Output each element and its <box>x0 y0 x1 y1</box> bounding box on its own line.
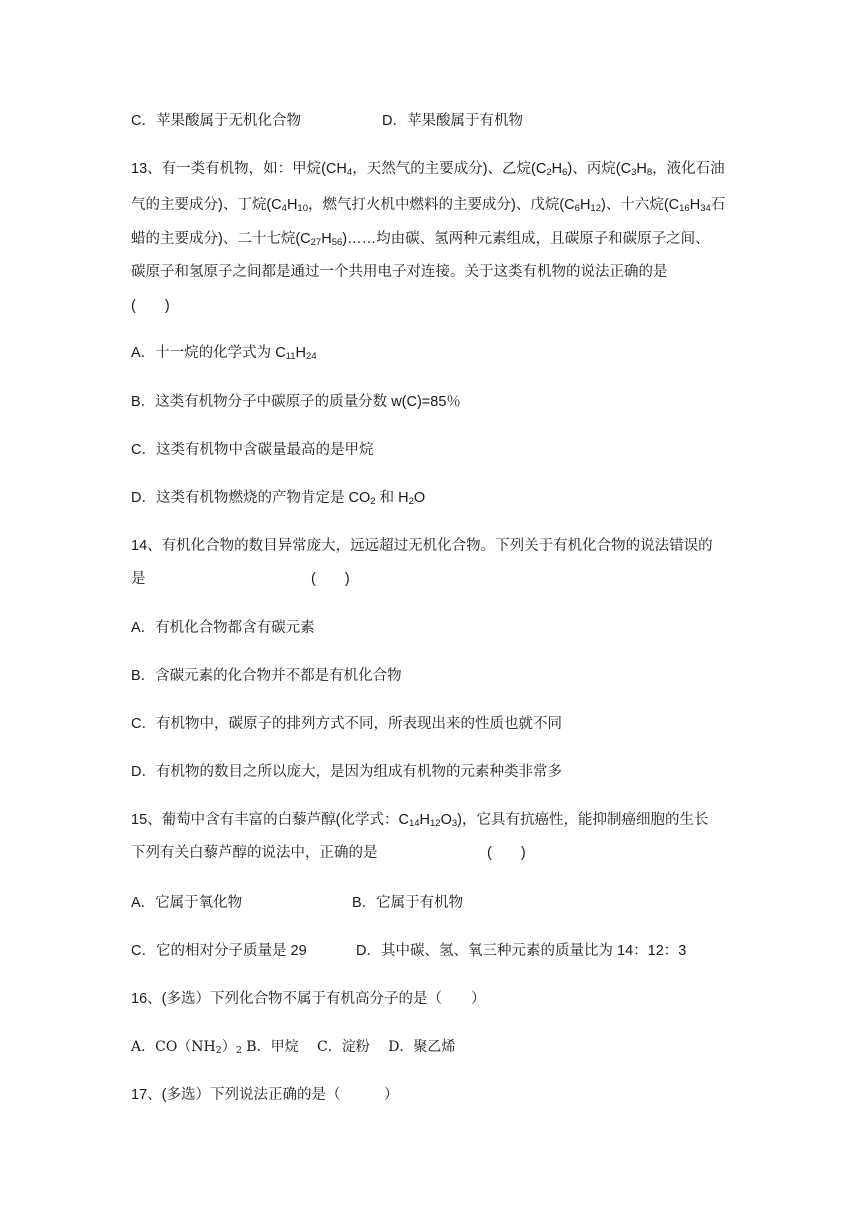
q14-answer-bracket: ( ) <box>311 571 350 587</box>
q13-stem-line-4: 碳原子和氢原子之间都是通过一个共用电子对连接。关于这类有机物的说法正确的是 <box>131 264 668 280</box>
q15-stem-line-2: 下列有关白藜芦醇的说法中，正确的是 <box>131 845 378 861</box>
q13-stem-line-1: 13、有一类有机物，如：甲烷($CH_4$，天然气的主要成分)、乙烷$(C_2H_6)$、丙烷($C_3H_8$，液化石油 <box>131 161 725 178</box>
q14-option-b: B．含碳元素的化合物并不都是有机化合物 <box>131 668 402 684</box>
q15-option-c: C．它的相对分子质量是 29 <box>131 943 307 959</box>
q13-option-d: D．这类有机物燃烧的产物肯定是 $CO_2$ 和 $H_2O$ <box>131 490 426 507</box>
q14-option-d: D．有机物的数目之所以庞大，是因为组成有机物的元素种类非常多 <box>131 764 562 780</box>
q15-stem-line-1: 15、葡萄中含有丰富的白藜芦醇(化学式：$C_{14}H_{12}O_3$)，它具有抗癌性，能抑制癌细胞的生长 <box>131 812 709 829</box>
q15-option-d: D．其中碳、氢、氧三种元素的质量比为 14：12：3 <box>356 943 687 959</box>
q16-stem: 16、(多选）下列化合物不属于有机高分子的是（ ） <box>131 991 486 1007</box>
q14-option-c: C．有机物中，碳原子的排列方式不同，所表现出来的性质也就不同 <box>131 716 562 732</box>
q12-option-d: D．苹果酸属于有机物 <box>382 113 523 129</box>
q15-option-b: B．它属于有机物 <box>352 895 464 911</box>
q13-stem-line-2: 气的主要成分)、丁烷($C_4H_{10}$，燃气打火机中燃料的主要成分)、戊烷$(C_6H_{12})$、十六烷($C_{16}H_{34}$石 <box>131 197 726 214</box>
q13-option-b: B．这类有机物分子中碳原子的质量分数 w(C)=85％ <box>131 394 461 410</box>
q13-answer-bracket: ( ) <box>131 298 170 314</box>
q17-stem: 17、(多选）下列说法正确的是（ ） <box>131 1087 399 1103</box>
q15-option-a: A．它属于氧化物 <box>131 895 243 911</box>
q13-stem-line-3: 蜡的主要成分)、二十七烷$(C_{27}H_{56})\dots\dots$均由碳、氢两种元素组成，且碳原子和碳原子之间、 <box>131 231 710 248</box>
q12-option-c: C．苹果酸属于无机化合物 <box>131 113 301 129</box>
q14-stem-line-2: 是 <box>131 571 146 587</box>
q15-answer-bracket: ( ) <box>487 845 526 861</box>
q13-option-a: A．十一烷的化学式为 $C_{11}H_{24}$ <box>131 345 317 362</box>
q16-options: A．$CO(NH_2)_2$ B．甲烷 C．淀粉 D．聚乙烯 <box>131 1039 456 1056</box>
q13-option-c: C．这类有机物中含碳量最高的是甲烷 <box>131 442 374 458</box>
q14-option-a: A．有机化合物都含有碳元素 <box>131 620 315 636</box>
q14-stem-line-1: 14、有机化合物的数目异常庞大，远远超过无机化合物。下列关于有机化合物的说法错误的 <box>131 538 713 554</box>
